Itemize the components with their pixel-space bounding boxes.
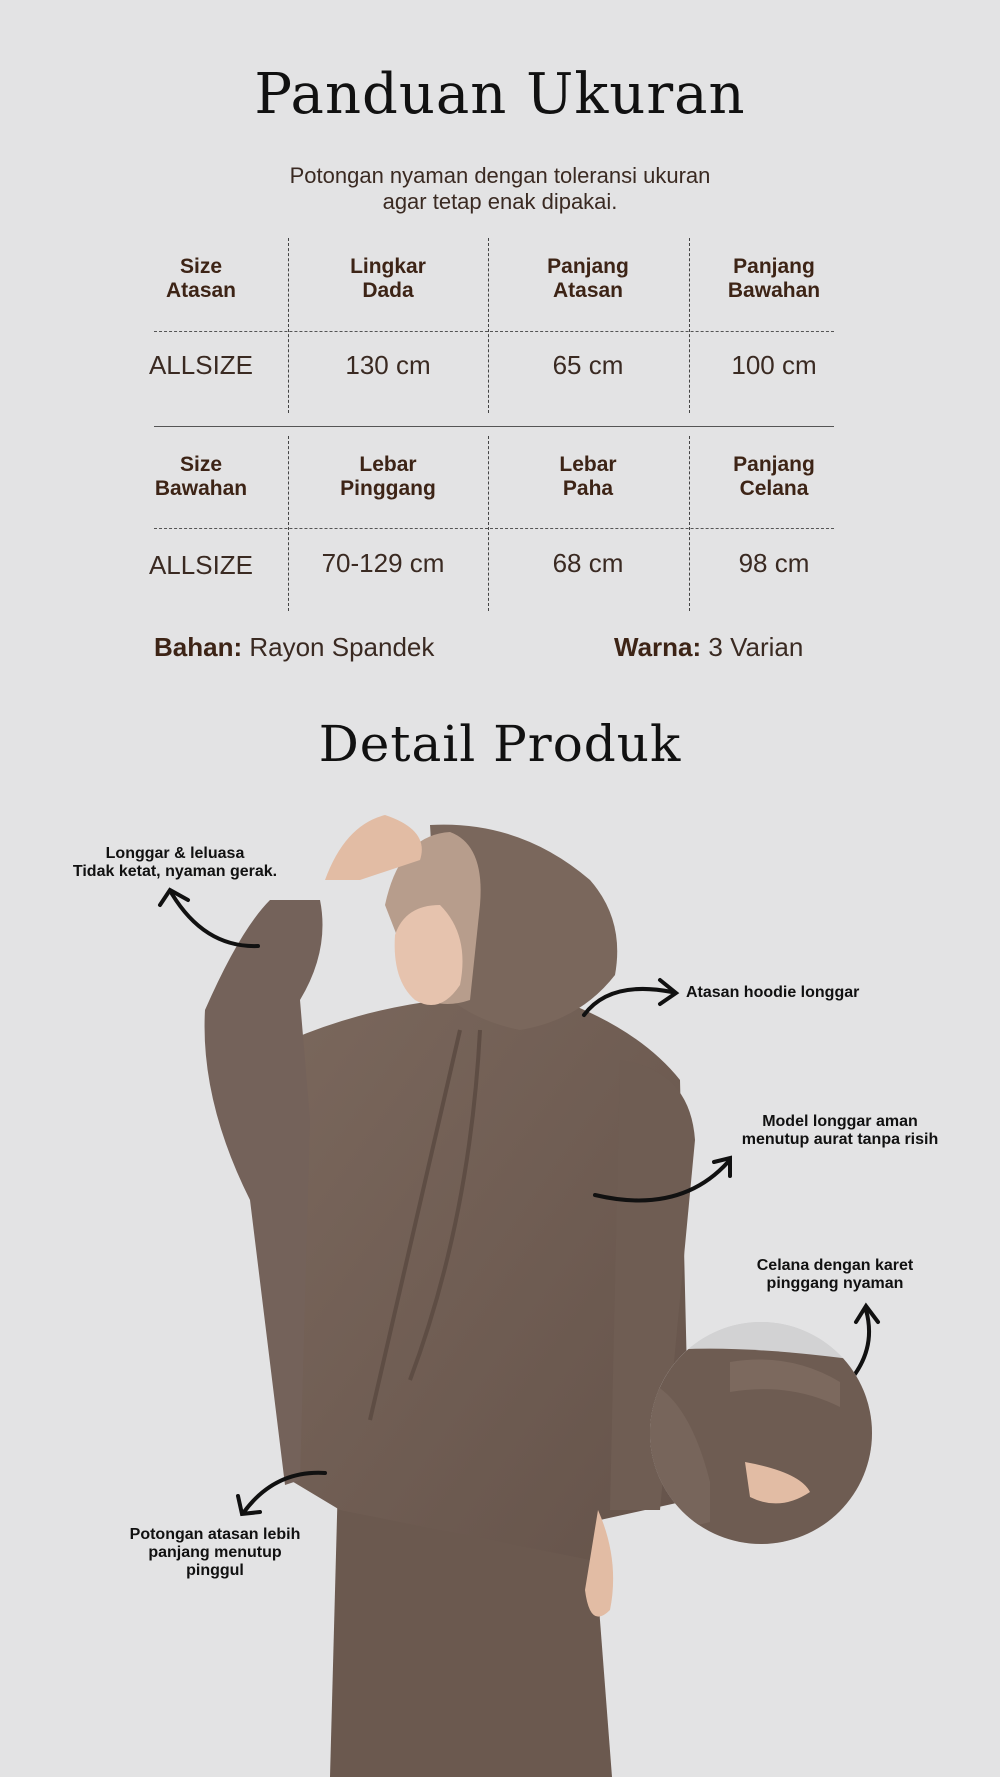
header-line: Lebar	[559, 453, 617, 476]
subtitle-line-1: Potongan nyaman dengan toleransi ukuran	[289, 163, 711, 188]
material-label: Bahan:	[154, 632, 243, 662]
note-loose	[720, 1113, 960, 1149]
subtitle-line-2: agar tetap enak dipakai.	[382, 189, 618, 214]
header-line: Celana	[739, 477, 809, 500]
col-divider	[288, 436, 289, 611]
header-lingkar-dada	[298, 255, 478, 303]
value-size-atasan: ALLSIZE	[148, 350, 254, 380]
header-line: Atasan	[165, 279, 237, 302]
header-line: Size	[179, 255, 223, 278]
header-line: Panjang	[733, 453, 815, 476]
value-panjang-atasan: 65 cm	[552, 350, 624, 380]
col-divider	[288, 238, 289, 413]
col-divider	[689, 436, 690, 611]
note-line: Potongan atasan lebih	[129, 1526, 301, 1543]
material-info	[154, 632, 434, 663]
header-size-atasan	[144, 255, 258, 303]
header-line: Atasan	[552, 279, 624, 302]
note-sleeve	[40, 845, 310, 881]
header-line: Lingkar	[350, 255, 426, 278]
waistband-inset-photo	[650, 1322, 872, 1544]
header-line: Panjang	[547, 255, 629, 278]
row-divider	[154, 331, 834, 332]
value-panjang-celana: 98 cm	[738, 548, 810, 578]
header-size-bawahan	[140, 453, 262, 501]
col-divider	[488, 238, 489, 413]
value-lebar-pinggang: 70-129 cm	[321, 548, 445, 578]
header-line: Bawahan	[727, 279, 821, 302]
note-line: Tidak ketat, nyaman gerak.	[72, 863, 278, 880]
col-divider	[689, 238, 690, 413]
material-value: Rayon Spandek	[249, 632, 435, 662]
note-line: Longgar & leluasa	[105, 845, 245, 862]
note-line: pinggul	[186, 1562, 244, 1579]
header-line: Panjang	[733, 255, 815, 278]
header-line: Dada	[362, 279, 414, 302]
note-line: Celana dengan karet	[756, 1257, 914, 1274]
note-hem	[110, 1526, 320, 1580]
detail-title: Detail Produk	[318, 715, 682, 773]
header-lebar-pinggang	[298, 453, 478, 501]
value-lebar-paha: 68 cm	[552, 548, 624, 578]
note-line: Model longgar aman	[762, 1113, 918, 1130]
color-label: Warna:	[614, 632, 702, 662]
header-line: Size	[179, 453, 223, 476]
header-line: Bawahan	[154, 477, 248, 500]
table-separator	[154, 426, 834, 427]
value-panjang-bawahan: 100 cm	[731, 350, 817, 380]
color-value: 3 Varian	[708, 632, 804, 662]
inset-illustration	[650, 1322, 872, 1544]
note-line: pinggang nyaman	[766, 1275, 904, 1292]
header-lebar-paha	[498, 453, 678, 501]
header-panjang-atasan	[498, 255, 678, 303]
header-line: Lebar	[359, 453, 417, 476]
note-line: menutup aurat tanpa risih	[741, 1131, 939, 1148]
header-line: Paha	[562, 477, 614, 500]
color-info	[614, 632, 803, 663]
col-divider	[488, 436, 489, 611]
value-lingkar-dada: 130 cm	[345, 350, 431, 380]
header-panjang-bawahan	[699, 255, 849, 303]
note-pants	[730, 1257, 940, 1293]
value-size-bawahan: ALLSIZE	[148, 550, 254, 580]
row-divider	[154, 528, 834, 529]
size-guide-title: Panduan Ukuran	[254, 62, 746, 127]
note-line: panjang menutup	[148, 1544, 282, 1561]
header-panjang-celana	[699, 453, 849, 501]
note-hoodie: Atasan hoodie longgar	[686, 984, 860, 1001]
header-line: Pinggang	[340, 477, 436, 500]
size-guide-subtitle	[0, 163, 1000, 215]
